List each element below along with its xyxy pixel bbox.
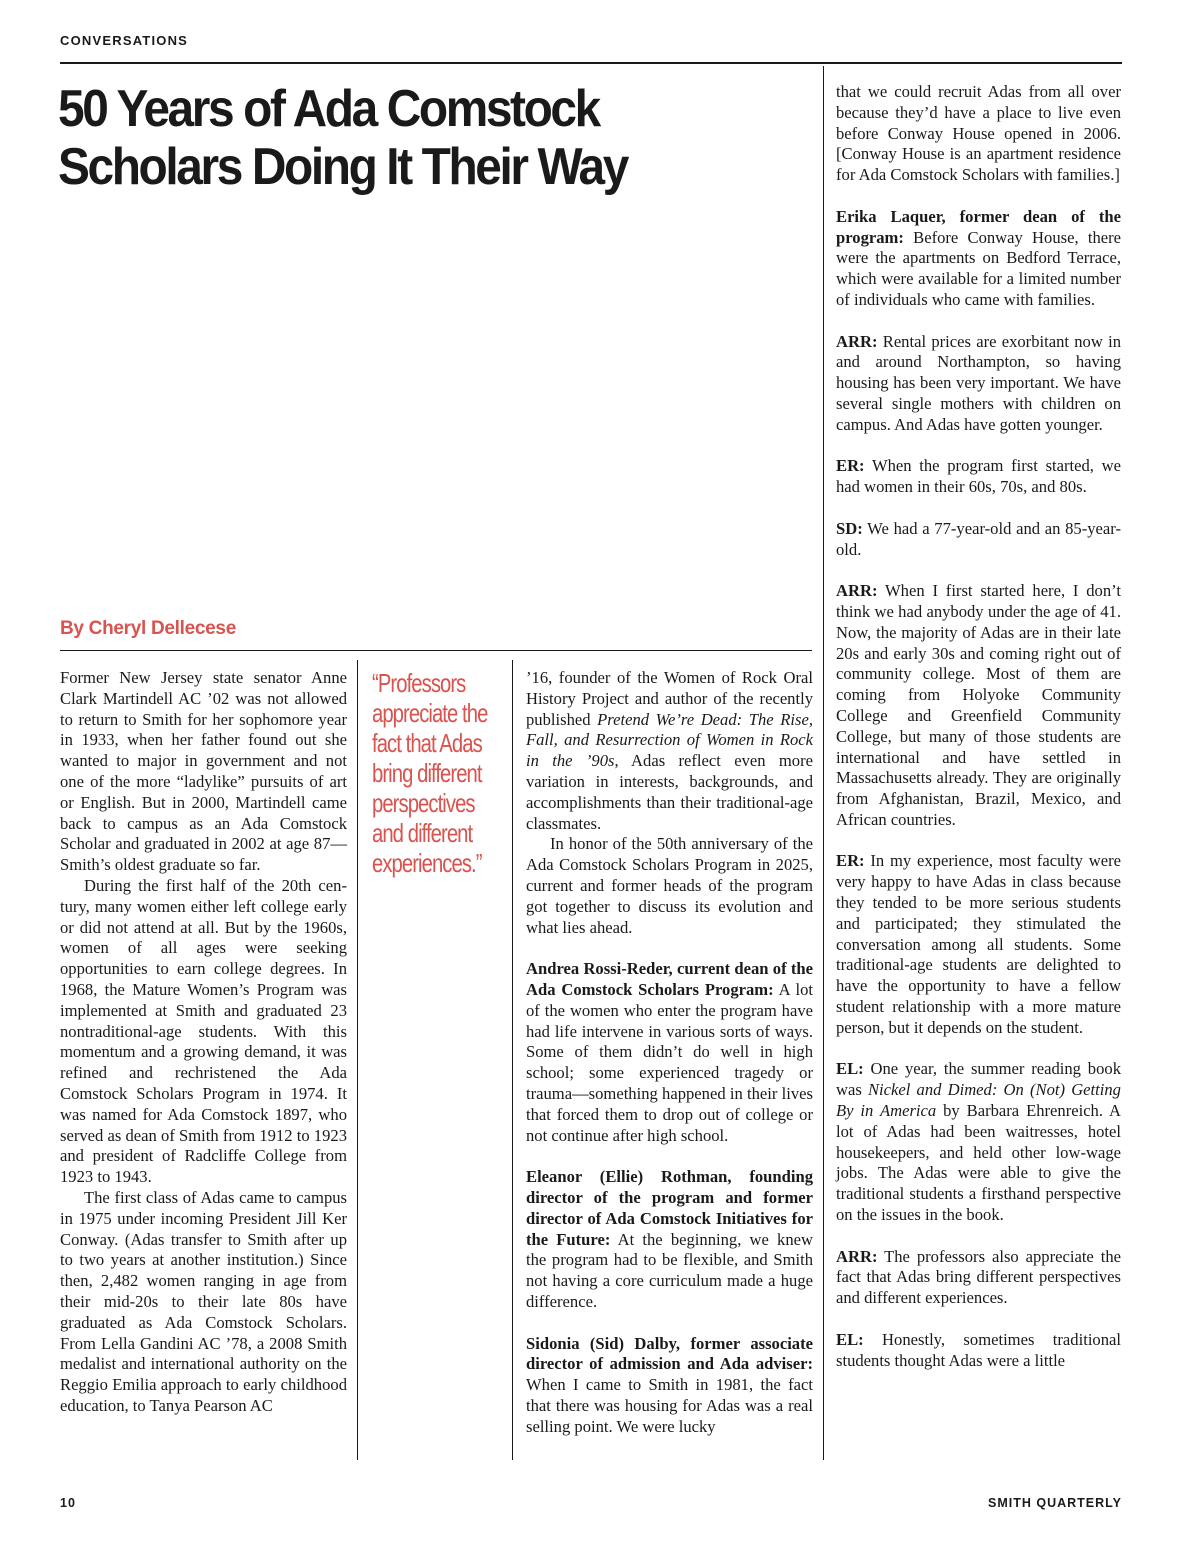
article-column-2 xyxy=(526,668,813,1437)
column-rule-1 xyxy=(357,660,358,1460)
article-column-1 xyxy=(60,668,347,1417)
article-column-3 xyxy=(836,82,1121,1371)
byline: By Cheryl Dellecese xyxy=(60,618,236,639)
section-label: CONVERSATIONS xyxy=(60,33,189,48)
pull-quote-line: experiences.” xyxy=(372,848,482,878)
pull-quote-line: appreciate the xyxy=(372,698,488,728)
speaker-label: EL: xyxy=(836,1329,864,1349)
page-number: 10 xyxy=(60,1496,76,1510)
pull-quote-line: bring different xyxy=(372,758,482,788)
speaker-label: ARR: xyxy=(836,581,878,601)
qa-paragraph: Eleanor (Ellie) Rothman, founding director of the program and former director of Ada Comstock Initiatives for the Future: At the beginning, we knew the program had to be flexible, and Smith not having a core curriculum made a huge difference. xyxy=(526,1167,814,1311)
column-rule-2 xyxy=(512,660,513,1460)
article-title xyxy=(58,80,702,196)
speaker-label: ARR: xyxy=(836,1246,878,1266)
paragraph: Former New Jersey state senator Anne Clark Martindell AC ’02 was not allowed to return to Smith for her sophomore year in 1933, when her father found out she wanted to major in government and not one of the more “ladylike” pursuits of art or English. But in 2000, Martindell came back to campus as an Ada Comstock Scholar and graduated in 2002 at age 87—Smith’s oldest graduate so far. xyxy=(60,668,347,875)
paragraph: In honor of the 50th anniversary of the Ada Comstock Scholars Program in 2025, current and former heads of the program got together to discuss its evolution and what lies ahead. xyxy=(526,834,813,937)
byline-rule xyxy=(60,650,812,651)
book-title: Nickel and Dimed: On (Not) Getting By in America xyxy=(836,1080,1121,1121)
pull-quote-line: perspectives xyxy=(372,788,475,818)
speaker-label: Erika Laquer, former dean of the program: xyxy=(836,206,1121,247)
speaker-label: ER: xyxy=(836,456,865,476)
qa-paragraph: ARR: The professors also appreciate the fact that Adas bring different perspectives and different experiences. xyxy=(836,1246,1121,1308)
book-title: Pretend We’re Dead: The Rise, Fall, and Resurrection of Women in Rock in the ’90s xyxy=(526,709,813,771)
paragraph: ’16, founder of the Women of Rock Oral History Project and author of the recently published Pretend We’re Dead: The Rise, Fall, and Resurrection of Women in Rock in the ’90s, Adas reflect even more variation in interests, backgrounds, and accomplishments than their traditional-age classmates. xyxy=(526,668,813,833)
pull-quote-line: “Professors xyxy=(372,668,466,698)
qa-paragraph: Andrea Rossi-Reder, current dean of the Ada Comstock Scholars Program: A lot of the women who enter the program have had life intervene in various sorts of ways. Some of them didn’t do well in high school; some experienced tragedy or trauma—something happened in their lives that forced them to drop out of college or not continue after high school. xyxy=(526,959,813,1145)
speaker-label: Sidonia (Sid) Dalby, former associate director of admission and Ada adviser: xyxy=(526,1333,813,1374)
qa-paragraph: ER: In my experience, most faculty were very happy to have Adas in class because they tended to be more serious students and participated; they stimulated the conversation among all students. Some traditional-age students are delighted to have the opportunity to have a fellow student relationship with a more mature person, but it depends on the student. xyxy=(836,851,1121,1037)
qa-paragraph: Sidonia (Sid) Dalby, former associate director of admission and Ada adviser: When I came to Smith in 1981, the fact that there was housing for Adas was a real selling point. We were lucky xyxy=(526,1333,813,1436)
speaker-label: SD: xyxy=(836,518,863,538)
publication-name: SMITH QUARTERLY xyxy=(988,1496,1122,1510)
title-line-1: 50 Years of Ada Comstock xyxy=(58,80,599,138)
speaker-label: Eleanor (Ellie) Rothman, founding director of the program and former director of Ada Comstock Initiatives for the Future: xyxy=(526,1167,813,1249)
qa-paragraph: ARR: Rental prices are exorbitant now in and around Northampton, so having housing has been very important. We have several single mothers with children on campus. And Adas have gotten younger. xyxy=(836,331,1121,434)
qa-paragraph: EL: Honestly, sometimes traditional students thought Adas were a little xyxy=(836,1329,1121,1370)
paragraph: that we could recruit Adas from all over because they’d have a place to live even before Conway House opened in 2006. [Conway House is an apartment residence for Ada Comstock Scholars with families.] xyxy=(836,82,1121,185)
column-rule-3 xyxy=(823,66,824,1460)
pull-quote-line: and different xyxy=(372,818,473,848)
title-line-2: Scholars Doing It Their Way xyxy=(58,138,627,196)
pull-quote xyxy=(372,668,505,878)
speaker-label: EL: xyxy=(836,1059,864,1079)
speaker-label: ARR: xyxy=(836,331,878,351)
qa-paragraph: ARR: When I first started here, I don’t think we had anybody under the age of 41. Now, the majority of Adas are in their late 20s and early 30s and coming right out of community college. Most of them are coming from Holyoke Community College and Greenfield Community College, but many of those students are international and have settled in Massachusetts already. They are originally from Afghanistan, Brazil, Mexico, and African countries. xyxy=(836,581,1121,829)
qa-paragraph: Erika Laquer, former dean of the program: Before Conway House, there were the apartments on Bedford Terrace, which were available for a limited number of individuals who came with families. xyxy=(836,206,1121,309)
qa-paragraph: SD: We had a 77-year-old and an 85-year-old. xyxy=(836,518,1121,559)
paragraph: During the first half of the 20th century, many women either left college early or did not attend at all. But by the 1960s, women of all ages were seeking opportunities to earn college degrees. In 1968, the Mature Women’s Program was implemented at Smith and graduated 23 nontraditional-age students. With this momentum and a growing demand, it was refined and rechristened the Ada Comstock Scholars Program in 1974. It was named for Ada Comstock 1897, who served as dean of Smith from 1912 to 1923 and president of Radcliffe College from 1923 to 1943. xyxy=(60,875,347,1187)
speaker-label: ER: xyxy=(836,851,865,871)
speaker-label: Andrea Rossi-Reder, current dean of the Ada Comstock Scholars Program: xyxy=(526,959,813,999)
pull-quote-line: fact that Adas xyxy=(372,728,482,758)
top-rule xyxy=(60,62,1122,64)
qa-paragraph: ER: When the program first started, we had women in their 60s, 70s, and 80s. xyxy=(836,456,1121,497)
qa-paragraph: EL: One year, the summer reading book was Nickel and Dimed: On (Not) Getting By in America by Barbara Ehrenreich. A lot of Adas had been waitresses, hotel housekeepers, and held other low-wage jobs. The Adas were able to give the traditional students a firsthand perspective on the issues in the book. xyxy=(836,1059,1122,1225)
paragraph: The first class of Adas came to campus in 1975 under incoming President Jill Ker Conway. (Adas transfer to Smith after up to two years at another institution.) Since then, 2,482 women ranging in age from their mid-20s to their late 80s have graduated as Ada Comstock Scholars. From Lella Gandini AC ’78, a 2008 Smith medalist and international authority on the Reggio Emilia approach to early childhood education, to Tanya Pearson AC xyxy=(60,1187,347,1415)
